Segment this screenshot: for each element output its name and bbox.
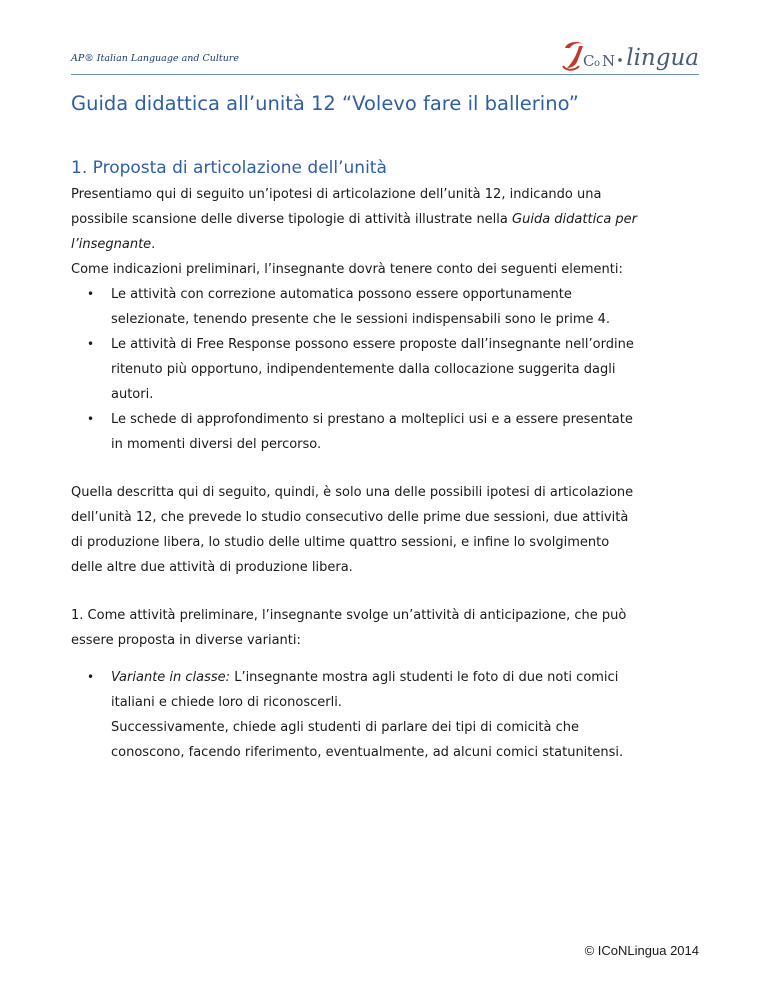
intro-emphasis-2: l’insegnante — [71, 237, 152, 252]
svg-text:N: N — [602, 52, 616, 70]
icon-logo-mark — [561, 38, 625, 72]
list-item: • Le schede di approfondimento si prestano a molteplici usi e a essere presentate in momenti diversi del percorso. — [111, 407, 699, 457]
page-title: Guida didattica all’unità 12 “Volevo fare il ballerino” — [71, 92, 579, 115]
variant-label: Variante in classe: — [111, 670, 231, 685]
course-name: AP® Italian Language and Culture — [71, 53, 239, 64]
section-heading: 1. Proposta di articolazione dell’unità — [71, 158, 387, 178]
list-item: • Variante in classe: L’insegnante mostra agli studenti le foto di due noti comici italiani e chiede loro di riconoscerli. Successivamente, chiede agli studenti di parlare dei tipi di comicità che conoscono, facendo riferimento, eventualmente, ad alcuni comici statunitensi. — [111, 665, 699, 765]
bullet-list — [71, 282, 699, 457]
logo-text: lingua — [626, 45, 699, 71]
list-item: • Le attività con correzione automatica possono essere opportunamente selezionate, tenendo presente che le sessioni indispensabili sono le prime 4. — [111, 282, 699, 332]
iconlingua-logo — [561, 38, 699, 72]
svg-text:C: C — [583, 52, 595, 70]
intro-line-2: possibile scansione delle diverse tipologie di attività illustrate nella Guida didattica per — [71, 212, 638, 227]
page-header — [71, 38, 699, 75]
paragraph-2: Quella descritta qui di seguito, quindi, è solo una delle possibili ipotesi di articolazione dell’unità 12, che prevede lo studio consecutivo delle prime due sessioni, due attività di produzione libera, lo studio delle ultime quattro sessioni, e infine lo svolgimento delle altre due attività di produzione libera. — [71, 485, 634, 575]
intro-line-3: l’insegnante. — [71, 237, 156, 252]
variant-list — [71, 665, 699, 765]
list-item: • Le attività di Free Response possono essere proposte dall’insegnante nell’ordine ritenuto più opportuno, indipendentemente dalla collocazione suggerita dagli autori. — [111, 332, 699, 407]
lead-text: Come indicazioni preliminari, l’insegnante dovrà tenere conto dei seguenti elementi: — [71, 262, 623, 277]
svg-text:o: o — [594, 58, 601, 69]
document-body — [71, 84, 699, 765]
intro-emphasis-1: Guida didattica per — [512, 212, 638, 227]
intro-line-1: Presentiamo qui di seguito un’ipotesi di articolazione dell’unità 12, indicando una — [71, 187, 602, 202]
paragraph-3: 1. Come attività preliminare, l’insegnante svolge un’attività di anticipazione, che può essere proposta in diverse varianti: — [71, 608, 627, 648]
copyright-footer: © ICoNLingua 2014 — [584, 943, 699, 958]
